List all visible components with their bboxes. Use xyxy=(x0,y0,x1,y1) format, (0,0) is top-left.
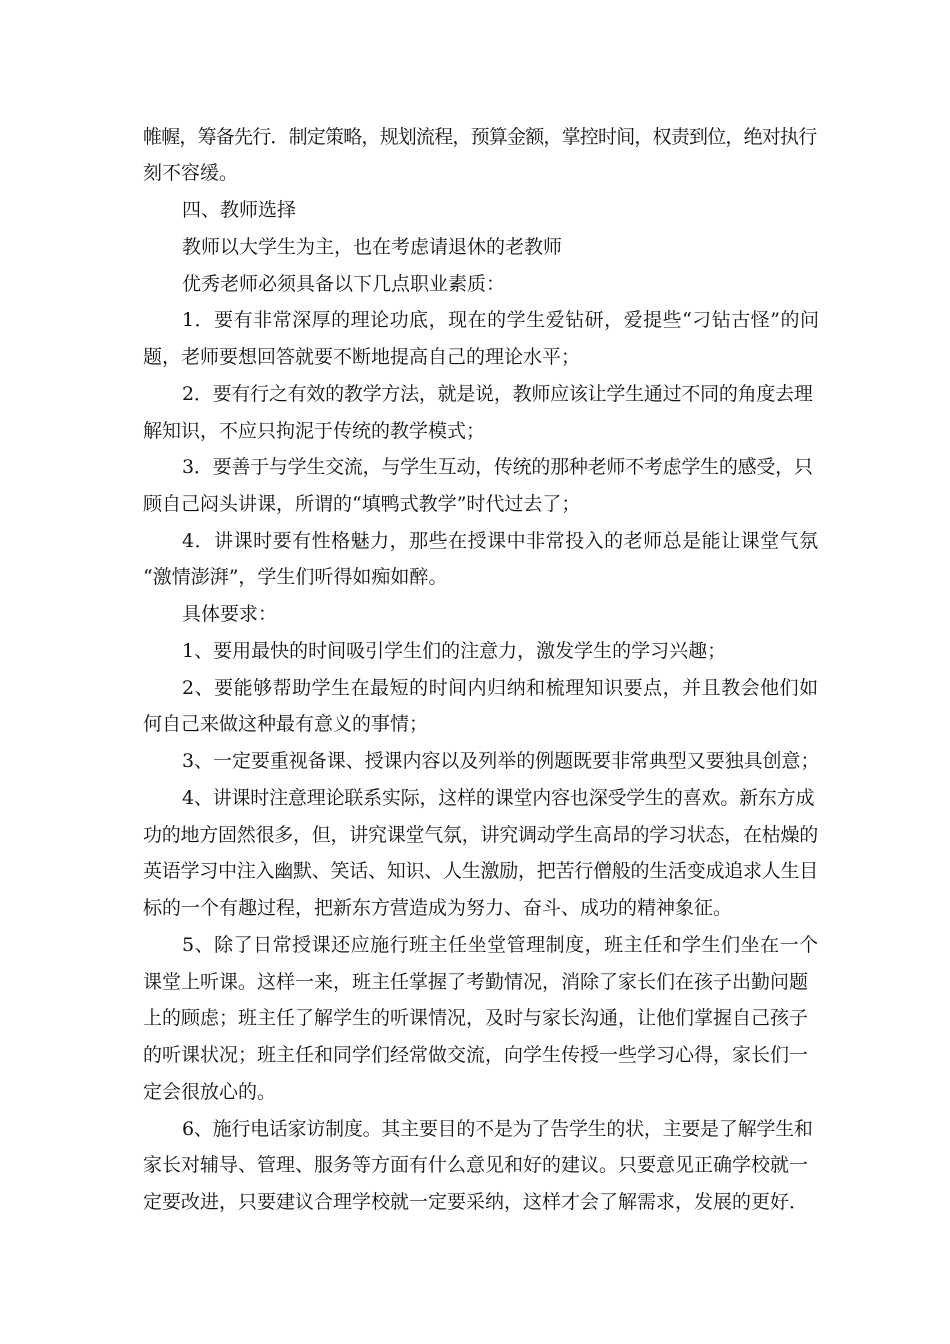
text-line: 具体要求： xyxy=(182,603,278,625)
text-line: 解知识，不应只拘泥于传统的教学模式； xyxy=(143,420,486,442)
text-line: 3、一定要重视备课、授课内容以及列举的例题既要非常典型又要独具创意； xyxy=(182,750,820,772)
text-line: 5、除了日常授课还应施行班主任坐堂管理制度，班主任和学生们坐在一个 xyxy=(182,934,819,956)
text-line: 3．要善于与学生交流，与学生互动，传统的那种老师不考虑学生的感受，只 xyxy=(182,456,813,478)
text-line: 家长对辅导、管理、服务等方面有什么意见和好的建议。只要意见正确学校就一 xyxy=(143,1154,809,1176)
text-line: 6、施行电话家访制度。其主要目的不是为了告学生的状，主要是了解学生和 xyxy=(182,1118,813,1140)
text-line: 4、讲课时注意理论联系实际，这样的课堂内容也深受学生的喜欢。新东方成 xyxy=(182,787,815,809)
section-heading: 四、教师选择 xyxy=(182,199,297,221)
text-line: 标的一个有趣过程，把新东方营造成为努力、奋斗、成功的精神象征。 xyxy=(143,897,733,919)
text-line: 优秀老师必须具备以下几点职业素质： xyxy=(182,273,506,295)
text-line: 刻不容缓。 xyxy=(143,162,239,184)
text-line: 4．讲课时要有性格魅力，那些在授课中非常投入的老师总是能让课堂气氛 xyxy=(182,530,819,552)
text-line: 题，老师要想回答就要不断地提高自己的理论水平； xyxy=(143,346,581,368)
text-line: 1．要有非常深厚的理论功底，现在的学生爱钻研，爱提些“刁钻古怪”的问 xyxy=(182,309,820,331)
text-line: 2．要有行之有效的教学方法，就是说，教师应该让学生通过不同的角度去理 xyxy=(182,383,813,405)
text-line: 何自己来做这种最有意义的事情； xyxy=(143,713,429,735)
text-line: 帷幄，筹备先行．制定策略，规划流程，预算金额，掌控时间，权责到位，绝对执行 xyxy=(143,126,817,148)
text-line: 教师以大学生为主，也在考虑请退休的老教师 xyxy=(182,236,563,258)
text-line: 英语学习中注入幽默、笑话、知识、人生激励，把苦行僧般的生活变成追求人生目 xyxy=(143,860,819,882)
text-line: 2、要能够帮助学生在最短的时间内归纳和梳理知识要点，并且教会他们如 xyxy=(182,677,819,699)
text-line: “激情澎湃”，学生们听得如痴如醉。 xyxy=(143,566,448,588)
text-line: 功的地方固然很多，但，讲究课堂气氛，讲究调动学生高昂的学习状态，在枯燥的 xyxy=(143,824,819,846)
text-line: 课堂上听课。这样一来，班主任掌握了考勤情况，消除了家长们在孩子出勤问题 xyxy=(143,971,809,993)
text-line: 顾自己闷头讲课，所谓的“填鸭式教学”时代过去了； xyxy=(143,493,581,515)
text-line: 定要改进，只要建议合理学校就一定要采纳，这样才会了解需求，发展的更好． xyxy=(143,1191,809,1213)
text-line: 上的顾虑；班主任了解学生的听课情况，及时与家长沟通，让他们掌握自己孩子 xyxy=(143,1007,809,1029)
text-line: 定会很放心的。 xyxy=(143,1081,277,1103)
text-line: 的听课状况；班主任和同学们经常做交流，向学生传授一些学习心得，家长们一 xyxy=(143,1044,809,1066)
text-line: 1、要用最快的时间吸引学生们的注意力，激发学生的学习兴趣； xyxy=(182,640,727,662)
